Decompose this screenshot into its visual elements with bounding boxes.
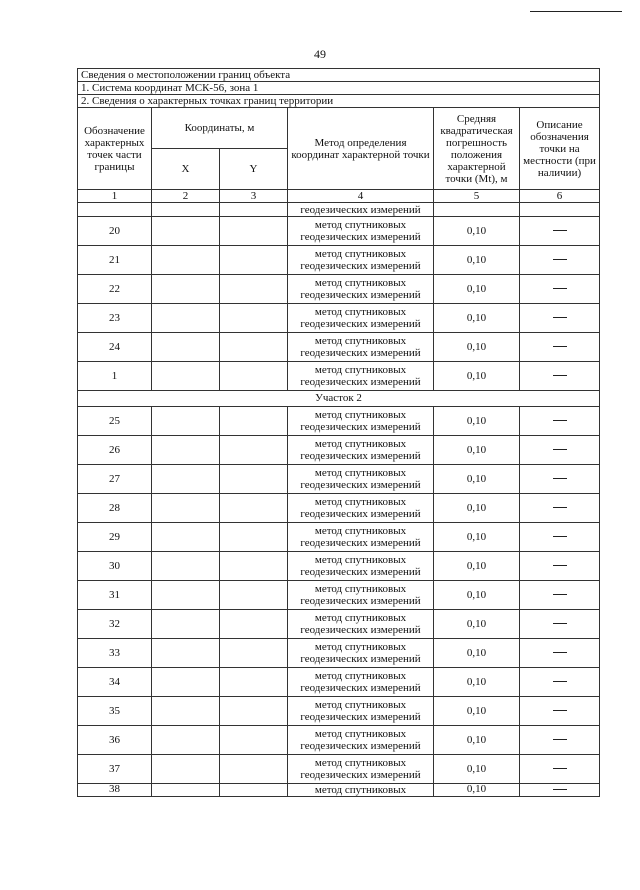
description-cell [520, 552, 600, 581]
dash-mark [553, 681, 567, 682]
description-cell [520, 726, 600, 755]
description-cell [520, 465, 600, 494]
coord-y [220, 755, 288, 784]
table-row [78, 333, 600, 362]
coord-x [152, 362, 220, 391]
point-id: 35 [78, 697, 152, 726]
dash-mark [553, 768, 567, 769]
table-row [78, 436, 600, 465]
coord-x [152, 246, 220, 275]
point-id: 38 [78, 784, 152, 797]
method-cell: метод спутниковых геодезических измерений [288, 275, 434, 304]
dash-mark [553, 375, 567, 376]
point-id: 37 [78, 755, 152, 784]
method-cell: метод спутниковых геодезических измерений [288, 465, 434, 494]
table-row [78, 668, 600, 697]
page-number: 49 [314, 47, 326, 61]
point-id: 28 [78, 494, 152, 523]
method-cell: метод спутниковых геодезических измерений [288, 581, 434, 610]
continued-method: геодезических измерений [288, 203, 434, 217]
description-cell [520, 494, 600, 523]
description-cell [520, 697, 600, 726]
method-cell: метод спутниковых геодезических измерений [288, 333, 434, 362]
method-cell: метод спутниковых геодезических измерений [288, 726, 434, 755]
column-number: 2 [152, 190, 220, 203]
point-id: 31 [78, 581, 152, 610]
coord-x [152, 275, 220, 304]
dash-mark [553, 652, 567, 653]
coord-y [220, 697, 288, 726]
table-row [78, 755, 600, 784]
description-cell [520, 217, 600, 246]
column-number: 6 [520, 190, 600, 203]
boundary-points-table [77, 68, 600, 797]
method-cell: метод спутниковых геодезических измерений [288, 436, 434, 465]
description-cell [520, 304, 600, 333]
header-designation: Обозначение характерных точек части границы [78, 108, 152, 190]
coord-y [220, 465, 288, 494]
method-cell: метод спутниковых геодезических измерений [288, 639, 434, 668]
error-cell: 0,10 [434, 333, 520, 362]
coord-y [220, 581, 288, 610]
point-id: 24 [78, 333, 152, 362]
point-id: 27 [78, 465, 152, 494]
error-cell: 0,10 [434, 552, 520, 581]
table-row [78, 523, 600, 552]
error-cell: 0,10 [434, 610, 520, 639]
description-cell [520, 436, 600, 465]
table-row [78, 275, 600, 304]
error-cell: 0,10 [434, 494, 520, 523]
point-id: 22 [78, 275, 152, 304]
point-id: 36 [78, 726, 152, 755]
coord-y [220, 610, 288, 639]
coord-y [220, 726, 288, 755]
table-row [78, 581, 600, 610]
dash-mark [553, 420, 567, 421]
coord-y [220, 494, 288, 523]
coord-y [220, 552, 288, 581]
description-cell [520, 246, 600, 275]
dash-mark [553, 507, 567, 508]
error-cell: 0,10 [434, 581, 520, 610]
dash-mark [553, 346, 567, 347]
method-cell: метод спутниковых геодезических измерений [288, 523, 434, 552]
header-y: Y [220, 149, 288, 190]
description-cell [520, 668, 600, 697]
header-coordinates: Координаты, м [152, 108, 288, 149]
error-cell: 0,10 [434, 668, 520, 697]
method-cell: метод спутниковых геодезических измерений [288, 246, 434, 275]
coord-x [152, 407, 220, 436]
header-x: X [152, 149, 220, 190]
error-cell: 0,10 [434, 784, 520, 797]
description-cell [520, 755, 600, 784]
coord-x [152, 784, 220, 797]
point-id: 34 [78, 668, 152, 697]
error-cell: 0,10 [434, 523, 520, 552]
coord-x [152, 610, 220, 639]
coord-x [152, 304, 220, 333]
coord-x [152, 697, 220, 726]
column-number: 5 [434, 190, 520, 203]
description-cell [520, 275, 600, 304]
coord-x [152, 581, 220, 610]
error-cell: 0,10 [434, 755, 520, 784]
coord-x [152, 639, 220, 668]
coord-x [152, 726, 220, 755]
coord-x [152, 333, 220, 362]
coord-x [152, 755, 220, 784]
section-row [78, 391, 600, 407]
error-cell: 0,10 [434, 217, 520, 246]
top-rule [530, 11, 622, 12]
dash-mark [553, 478, 567, 479]
method-cell: метод спутниковых геодезических измерений [288, 494, 434, 523]
coord-y [220, 784, 288, 797]
coord-y [220, 668, 288, 697]
point-id: 20 [78, 217, 152, 246]
method-cell: метод спутниковых геодезических измерений [288, 304, 434, 333]
dash-mark [553, 317, 567, 318]
coord-x [152, 668, 220, 697]
coord-y [220, 275, 288, 304]
method-cell: метод спутниковых геодезических измерений [288, 755, 434, 784]
coordinate-system: 1. Система координат МСК-56, зона 1 [78, 82, 600, 95]
point-id: 1 [78, 362, 152, 391]
coord-x [152, 217, 220, 246]
description-cell [520, 639, 600, 668]
point-id: 29 [78, 523, 152, 552]
error-cell: 0,10 [434, 697, 520, 726]
error-cell: 0,10 [434, 246, 520, 275]
dash-mark [553, 449, 567, 450]
dash-mark [553, 623, 567, 624]
table-row [78, 494, 600, 523]
coord-x [152, 523, 220, 552]
point-id: 25 [78, 407, 152, 436]
method-cell: метод спутниковых геодезических измерений [288, 668, 434, 697]
error-cell: 0,10 [434, 304, 520, 333]
coord-y [220, 333, 288, 362]
coord-x [152, 494, 220, 523]
description-cell [520, 407, 600, 436]
coord-x [152, 552, 220, 581]
dash-mark [553, 288, 567, 289]
error-cell: 0,10 [434, 407, 520, 436]
dash-mark [553, 739, 567, 740]
method-cell: метод спутниковых геодезических измерений [288, 362, 434, 391]
point-id: 21 [78, 246, 152, 275]
dash-mark [553, 565, 567, 566]
coord-y [220, 523, 288, 552]
coord-y [220, 246, 288, 275]
error-cell: 0,10 [434, 639, 520, 668]
header-method: Метод определения координат характерной точки [288, 108, 434, 190]
error-cell: 0,10 [434, 726, 520, 755]
coord-y [220, 407, 288, 436]
coord-y [220, 639, 288, 668]
dash-mark [553, 259, 567, 260]
coord-y [220, 304, 288, 333]
table-row [78, 304, 600, 333]
dash-mark [553, 230, 567, 231]
error-cell: 0,10 [434, 436, 520, 465]
table-row [78, 465, 600, 494]
coord-y [220, 362, 288, 391]
description-cell [520, 362, 600, 391]
point-id: 30 [78, 552, 152, 581]
point-id: 32 [78, 610, 152, 639]
coord-x [152, 465, 220, 494]
description-cell [520, 784, 600, 797]
point-id: 33 [78, 639, 152, 668]
header-description: Описание обозначения точки на местности (при наличии) [520, 108, 600, 190]
column-number: 1 [78, 190, 152, 203]
column-number: 4 [288, 190, 434, 203]
section-heading: 2. Сведения о характерных точках границ территории [78, 95, 600, 108]
dash-mark [553, 789, 567, 790]
doc-title: Сведения о местоположении границ объекта [78, 69, 600, 82]
dash-mark [553, 536, 567, 537]
method-cell: метод спутниковых геодезических измерений [288, 552, 434, 581]
table-row [78, 784, 600, 797]
header-error: Средняя квадратическая погрешность положения характерной точки (Mt), м [434, 108, 520, 190]
method-cell: метод спутниковых геодезических измерений [288, 697, 434, 726]
description-cell [520, 333, 600, 362]
table-row [78, 217, 600, 246]
table-row [78, 639, 600, 668]
dash-mark [553, 594, 567, 595]
error-cell: 0,10 [434, 362, 520, 391]
coord-x [152, 436, 220, 465]
error-cell: 0,10 [434, 275, 520, 304]
method-cell: метод спутниковых геодезических измерений [288, 217, 434, 246]
method-cell: метод спутниковых [288, 784, 434, 797]
table-row [78, 552, 600, 581]
column-number: 3 [220, 190, 288, 203]
table-row [78, 697, 600, 726]
table-row [78, 407, 600, 436]
continued-row [78, 203, 600, 217]
dash-mark [553, 710, 567, 711]
error-cell: 0,10 [434, 465, 520, 494]
point-id: 26 [78, 436, 152, 465]
description-cell [520, 523, 600, 552]
method-cell: метод спутниковых геодезических измерений [288, 407, 434, 436]
table-row [78, 246, 600, 275]
coord-y [220, 217, 288, 246]
table-row [78, 610, 600, 639]
table-row [78, 362, 600, 391]
coord-y [220, 436, 288, 465]
section-label: Участок 2 [78, 391, 600, 407]
table-row [78, 726, 600, 755]
description-cell [520, 610, 600, 639]
description-cell [520, 581, 600, 610]
method-cell: метод спутниковых геодезических измерений [288, 610, 434, 639]
point-id: 23 [78, 304, 152, 333]
